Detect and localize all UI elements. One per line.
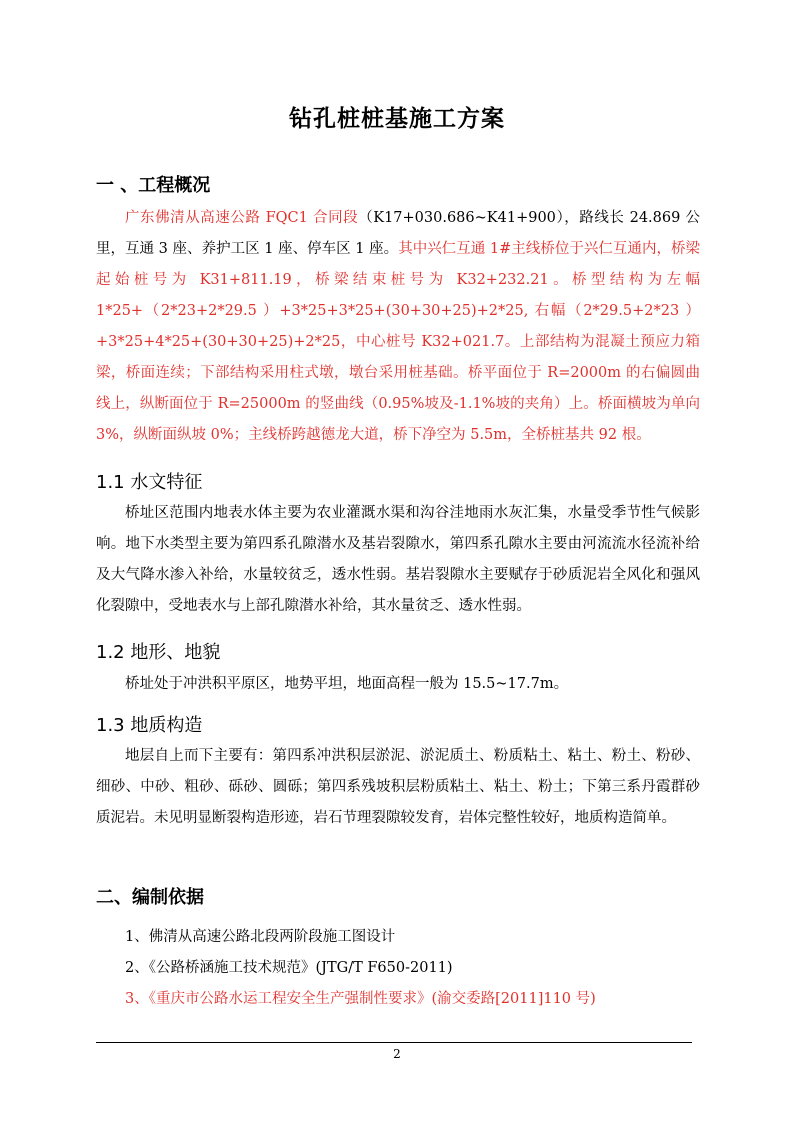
section-heading-basis: 二、编制依据 xyxy=(96,887,204,908)
section-heading-overview: 一 、工程概况 xyxy=(96,175,211,196)
page-number: 2 xyxy=(393,1047,401,1061)
section-heading-terrain: 1.2 地形、地貌 xyxy=(96,642,221,663)
geology-paragraph: 地层自上而下主要有：第四系冲洪积层淤泥、淤泥质土、粉质粘土、粘土、粉土、粉砂、细砂、中砂、粗砂、砾砂、圆砾；第四系残坡积层粉质粘土、粘土、粉土；下第三系丹霞群砂质泥岩。未见明显断裂构造形迹，岩石节理裂隙较发育，岩体完整性较好，地质构造简单。 xyxy=(96,748,700,826)
terrain-paragraph: 桥址处于冲洪积平原区，地势平坦，地面高程一般为 15.5~17.7m。 xyxy=(125,676,569,692)
overview-bridge-text: 其中兴仁互通 1#主线桥位于兴仁互通内，桥梁起始桩号为 K31+811.19，桥梁结束桩号为 K32+232.21。桥型结构为左幅 1*25+（2*23+2*29.5 ）+3*25+3*25+(30+30+25)+2*25, 右幅（2*29.5+2*23 ）+3*25+4*25+(30+30+25)+2*25，中心桩号 K32+021.7。上部结构为混凝土预应力箱梁，桥面连续；下部结构采用柱式墩，墩台采用桩基础。桥平面位于 R=2000m 的右偏圆曲线上，纵断面位于 R=25000m 的竖曲线（0.95%坡及-1.1%坡的夹角）上。桥面横坡为单向 3%，纵断面纵坡 0%；主线桥跨越德龙大道，桥下净空为 5.5m，全桥桩基共 92 根。 xyxy=(96,241,700,443)
overview-contract-text: 广东佛清从高速公路 FQC1 合同段 xyxy=(125,210,359,226)
basis-item: 2、《公路桥涵施工技术规范》(JTG/T F650-2011) xyxy=(125,960,453,976)
overview-paragraph xyxy=(96,203,700,451)
basis-item: 1、佛清从高速公路北段两阶段施工图设计 xyxy=(125,929,396,945)
basis-item: 3、《重庆市公路水运工程安全生产强制性要求》(渝交委路[2011]110 号) xyxy=(125,991,596,1007)
document-title: 钻孔桩桩基施工方案 xyxy=(289,105,505,132)
overview-route-text: （K17+030.686~K41+900），路线长 24.869 公里，互通 3 座、养护工区 1 座、停车区 1 座。 xyxy=(96,210,700,257)
footer-rule xyxy=(96,1042,692,1043)
hydrology-paragraph: 桥址区范围内地表水体主要为农业灌溉水渠和沟谷洼地雨水灰汇集，水量受季节性气候影响。地下水类型主要为第四系孔隙潜水及基岩裂隙水，第四系孔隙水主要由河流流水径流补给及大气降水渗入补给，水量较贫乏，透水性弱。基岩裂隙水主要赋存于砂质泥岩全风化和强风化裂隙中，受地表水与上部孔隙潜水补给，其水量贫乏、透水性弱。 xyxy=(96,505,700,614)
section-heading-hydrology: 1.1 水文特征 xyxy=(96,472,203,493)
section-heading-geology: 1.3 地质构造 xyxy=(96,715,203,736)
